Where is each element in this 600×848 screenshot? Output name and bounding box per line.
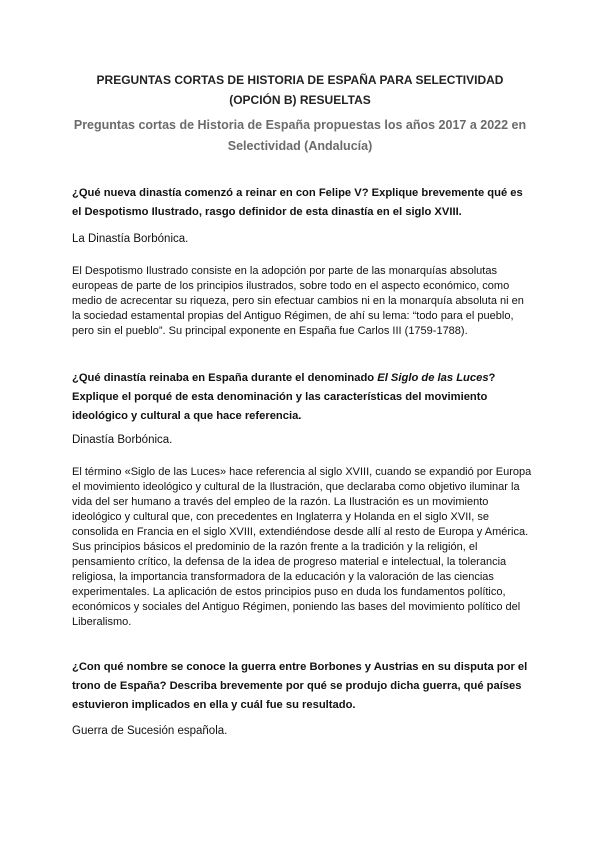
short-answer-3: Guerra de Sucesión española. xyxy=(72,725,228,737)
subtitle-line-1: Preguntas cortas de Historia de España propuestas los años 2017 a 2022 en xyxy=(73,118,527,132)
question-1: ¿Qué nueva dinastía comenzó a reinar en con Felipe V? Explique brevemente qué es el Despotismo Ilustrado, rasgo definidor de esta dinastía en el siglo XVIII. xyxy=(72,187,523,218)
answer-2: El término «Siglo de las Luces» hace referencia al siglo XVIII, cuando se expandió por Europa el movimiento ideológico y cultural de la Ilustración, que declaraba como objetivo iluminar la vida del ser humano a través del empleo de la razón. La Ilustración es un movimiento ideológico y cultural que, con precedentes en Inglaterra y Holanda en el siglo XVII, se consolida en Francia en el siglo XVIII, extendiéndose desde allí al resto de Europa y América. Sus principios básicos el predominio de la razón frente a la tradición y la religión, el pensamiento crítico, la defensa de la idea de progreso material e intelectual, la tolerancia religiosa, la importancia transformadora de la educación y la valoración de las ciencias experimentales. La aplicación de estos principios puso en duda los fundamentos político, económicos y sociales del Antiguo Régimen, poniendo las bases del movimiento político del Liberalismo. xyxy=(72,466,532,628)
title-line-2: (OPCIÓN B) RESUELTAS xyxy=(229,93,371,107)
title-line-1: PREGUNTAS CORTAS DE HISTORIA DE ESPAÑA PARA SELECTIVIDAD xyxy=(96,73,504,87)
question-2-italic-term: El Siglo de las Luces xyxy=(377,372,489,384)
subtitle-line-2: Selectividad (Andalucía) xyxy=(227,139,373,153)
question-2-part-1: ¿Qué dinastía reinaba en España durante el denominado xyxy=(72,372,378,384)
answer-1: El Despotismo Ilustrado consiste en la adopción por parte de las monarquías absolutas europeas de parte de los principios ilustrados, sobre todo en el aspecto económico, como medio de acrecentar su riqueza, pero sin efectuar cambios ni en la monarquía absoluta ni en la sociedad estamental propias del Antiguo Régimen, de ahí su lema: “todo para el pueblo, pero sin el pueblo”. Su principal exponente en España fue Carlos III (1759-1788). xyxy=(72,265,524,337)
question-2 xyxy=(72,369,532,426)
question-3: ¿Con qué nombre se conoce la guerra entre Borbones y Austrias en su disputa por el trono de España? Describa brevemente por qué se produjo dicha guerra, qué países estuvieron implicados en ella y cuál fue su resultado. xyxy=(72,661,528,711)
short-answer-1: La Dinastía Borbónica. xyxy=(72,233,189,245)
document-subtitle xyxy=(60,115,540,157)
question-2-part-2: ? Explique el porqué de esta denominación y las características del movimiento ideológico y cultural a que hace referencia. xyxy=(72,372,496,422)
document-title xyxy=(60,70,540,110)
short-answer-2: Dinastía Borbónica. xyxy=(72,434,173,446)
